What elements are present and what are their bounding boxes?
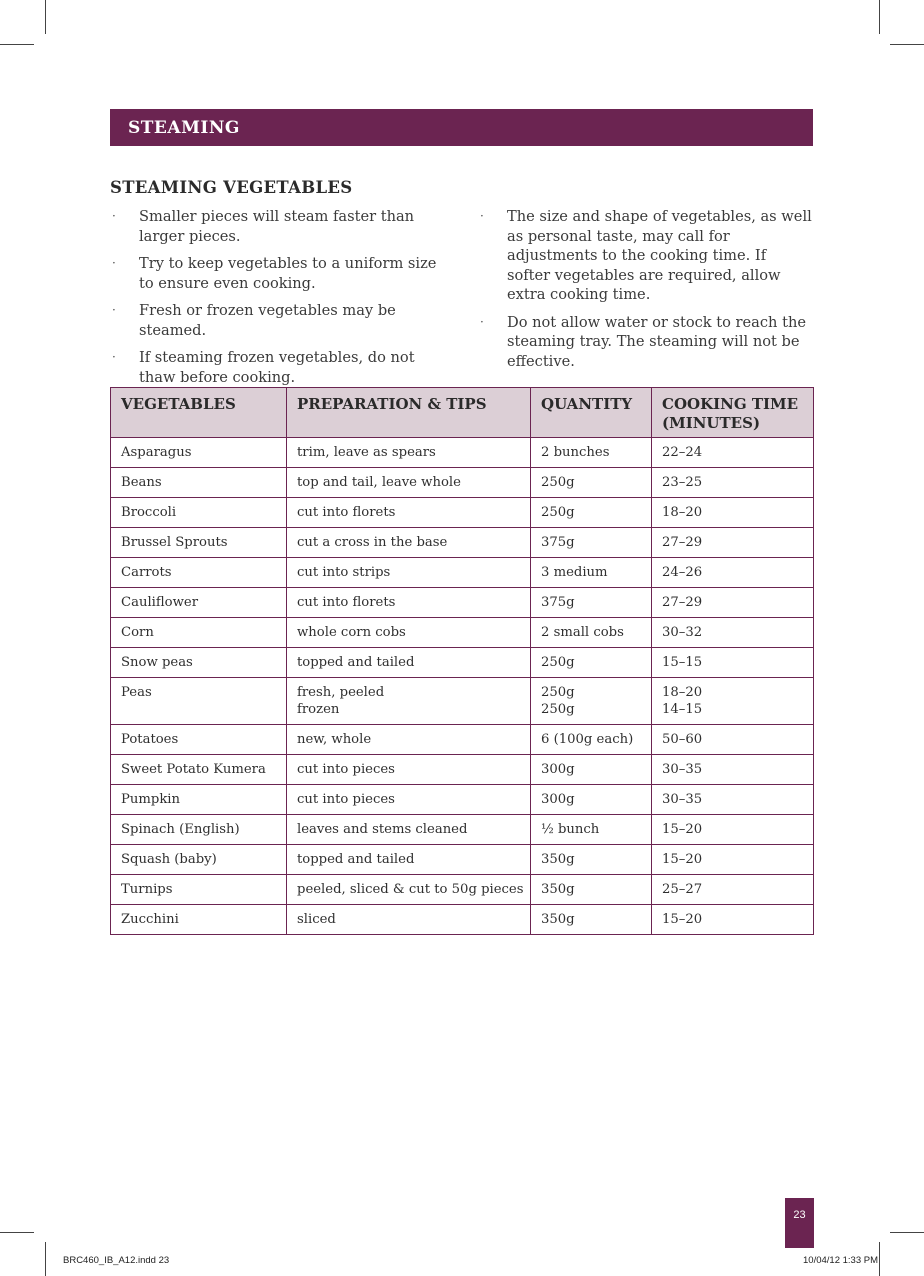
cooking-time-cell: 50–60 [652, 725, 814, 755]
cooking-time-cell: 23–25 [652, 468, 814, 498]
vegetable-cell: Brussel Sprouts [111, 528, 287, 558]
crop-mark [0, 1232, 34, 1233]
preparation-cell: sliced [287, 905, 531, 935]
cooking-time-cell: 18–20 [652, 498, 814, 528]
tip-bullet [478, 207, 813, 305]
preparation-cell: new, whole [287, 725, 531, 755]
quantity-cell: 350g [531, 905, 652, 935]
preparation-cell: cut into pieces [287, 785, 531, 815]
quantity-cell: 3 medium [531, 558, 652, 588]
table-row [111, 905, 814, 935]
quantity-cell: 350g [531, 845, 652, 875]
quantity-cell: 300g [531, 785, 652, 815]
vegetable-cell: Broccoli [111, 498, 287, 528]
cooking-time-cell: 24–26 [652, 558, 814, 588]
bullet-marker: · [480, 209, 484, 223]
table-row [111, 678, 814, 725]
tip-bullet [110, 254, 455, 293]
table-row [111, 725, 814, 755]
table-row [111, 618, 814, 648]
tip-text: Fresh or frozen vegetables may be steamed. [139, 302, 396, 339]
page-heading: STEAMING VEGETABLES [110, 178, 353, 197]
tip-text: Smaller pieces will steam faster than larger pieces. [139, 208, 415, 245]
quantity-cell: 350g [531, 875, 652, 905]
table-row [111, 438, 814, 468]
cooking-time-cell: 15–20 [652, 815, 814, 845]
bullet-marker: · [112, 303, 116, 317]
cooking-time-cell: 22–24 [652, 438, 814, 468]
crop-mark [879, 1242, 880, 1276]
vegetable-cell: Pumpkin [111, 785, 287, 815]
cooking-time-cell: 30–35 [652, 755, 814, 785]
vegetable-cell: Spinach (English) [111, 815, 287, 845]
vegetable-cell: Zucchini [111, 905, 287, 935]
table-row [111, 648, 814, 678]
table-row [111, 845, 814, 875]
quantity-cell: 300g [531, 755, 652, 785]
table-row [111, 558, 814, 588]
tip-bullet [478, 313, 813, 372]
vegetable-cell: Beans [111, 468, 287, 498]
crop-mark [45, 0, 46, 34]
bullet-marker: · [480, 314, 484, 329]
crop-mark [0, 44, 34, 45]
quantity-cell: 250g [531, 498, 652, 528]
page-number: 23 [793, 1209, 806, 1221]
tip-bullet [110, 207, 455, 246]
footer-date-slug: 10/04/12 1:33 PM [803, 1255, 878, 1266]
column-header: VEGETABLES [111, 388, 287, 438]
table-row [111, 528, 814, 558]
preparation-cell: topped and tailed [287, 648, 531, 678]
vegetable-cell: Snow peas [111, 648, 287, 678]
bullet-marker: · [112, 350, 116, 364]
table-row [111, 755, 814, 785]
quantity-cell: 250g 250g [531, 678, 652, 725]
preparation-cell: cut into florets [287, 588, 531, 618]
preparation-cell: leaves and stems cleaned [287, 815, 531, 845]
column-header: COOKING TIME (MINUTES) [652, 388, 814, 438]
vegetable-cell: Sweet Potato Kumera [111, 755, 287, 785]
preparation-cell: peeled, sliced & cut to 50g pieces [287, 875, 531, 905]
preparation-cell: whole corn cobs [287, 618, 531, 648]
vegetable-cell: Carrots [111, 558, 287, 588]
cooking-time-cell: 15–20 [652, 905, 814, 935]
vegetable-steaming-table [110, 387, 814, 935]
quantity-cell: 6 (100g each) [531, 725, 652, 755]
tip-bullet [110, 348, 455, 387]
vegetable-cell: Turnips [111, 875, 287, 905]
quantity-cell: ½ bunch [531, 815, 652, 845]
quantity-cell: 2 small cobs [531, 618, 652, 648]
tip-text: If steaming frozen vegetables, do not thaw before cooking. [139, 349, 415, 386]
table-row [111, 875, 814, 905]
page-number-tab [785, 1198, 814, 1248]
quantity-cell: 250g [531, 648, 652, 678]
tip-bullet [110, 301, 455, 340]
vegetable-cell: Peas [111, 678, 287, 725]
cooking-time-cell: 25–27 [652, 875, 814, 905]
tip-text: Do not allow water or stock to reach the steaming tray. The steaming will not be effective. [507, 313, 806, 370]
cooking-time-cell: 15–20 [652, 845, 814, 875]
cooking-time-cell: 27–29 [652, 588, 814, 618]
vegetable-cell: Cauliflower [111, 588, 287, 618]
tip-text: Try to keep vegetables to a uniform size to ensure even cooking. [139, 255, 437, 292]
vegetable-cell: Asparagus [111, 438, 287, 468]
vegetable-cell: Squash (baby) [111, 845, 287, 875]
table-row [111, 815, 814, 845]
vegetable-cell: Corn [111, 618, 287, 648]
preparation-cell: cut into pieces [287, 755, 531, 785]
quantity-cell: 2 bunches [531, 438, 652, 468]
section-title-bar [110, 109, 813, 146]
column-header: PREPARATION & TIPS [287, 388, 531, 438]
tip-text: The size and shape of vegetables, as well as personal taste, may call for adjustments to the cooking time. If softer vegetables are required, allow extra cooking time. [507, 208, 812, 303]
table-row [111, 588, 814, 618]
table-row [111, 468, 814, 498]
preparation-cell: top and tail, leave whole [287, 468, 531, 498]
preparation-cell: cut a cross in the base [287, 528, 531, 558]
cooking-time-cell: 15–15 [652, 648, 814, 678]
bullet-marker: · [112, 256, 116, 270]
crop-mark [890, 1232, 924, 1233]
preparation-cell: trim, leave as spears [287, 438, 531, 468]
crop-mark [45, 1242, 46, 1276]
cooking-time-cell: 27–29 [652, 528, 814, 558]
cooking-time-cell: 30–35 [652, 785, 814, 815]
tips-left-column [110, 207, 455, 395]
table-row [111, 498, 814, 528]
preparation-cell: cut into florets [287, 498, 531, 528]
cooking-time-cell: 30–32 [652, 618, 814, 648]
cooking-time-cell: 18–20 14–15 [652, 678, 814, 725]
crop-mark [879, 0, 880, 34]
quantity-cell: 250g [531, 468, 652, 498]
preparation-cell: fresh, peeled frozen [287, 678, 531, 725]
bullet-marker: · [112, 209, 116, 223]
crop-mark [890, 44, 924, 45]
tips-right-column [478, 207, 813, 379]
table-header-row [111, 388, 814, 438]
table-row [111, 785, 814, 815]
vegetable-cell: Potatoes [111, 725, 287, 755]
quantity-cell: 375g [531, 528, 652, 558]
preparation-cell: cut into strips [287, 558, 531, 588]
section-title: STEAMING [128, 118, 240, 138]
preparation-cell: topped and tailed [287, 845, 531, 875]
footer-file-slug: BRC460_IB_A12.indd 23 [63, 1255, 170, 1266]
column-header: QUANTITY [531, 388, 652, 438]
quantity-cell: 375g [531, 588, 652, 618]
